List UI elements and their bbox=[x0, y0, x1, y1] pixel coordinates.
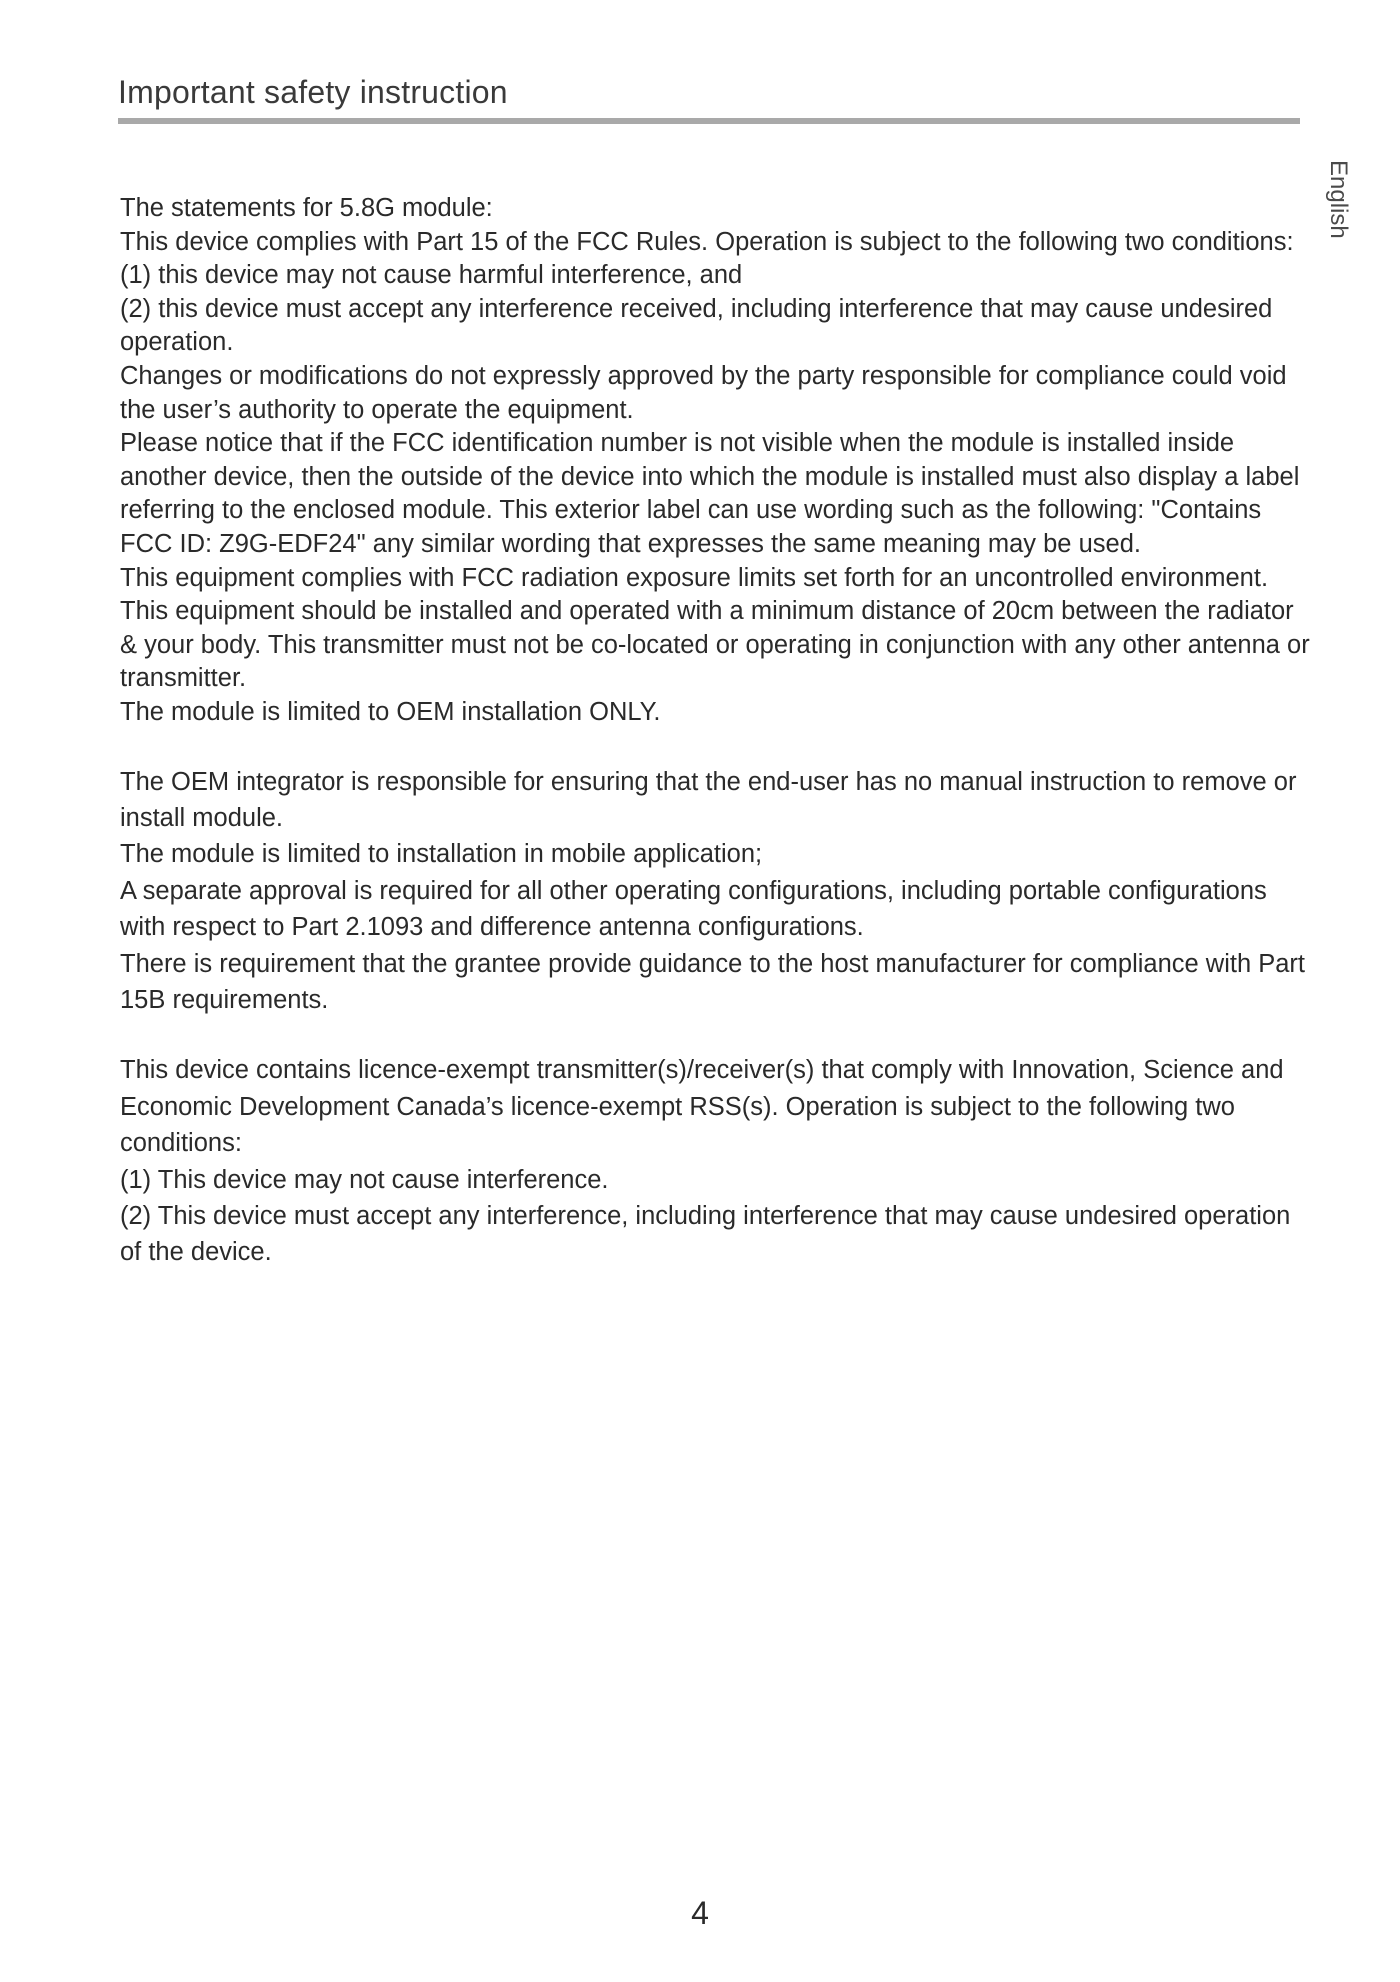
paragraph: Please notice that if the FCC identification number is not visible when the module is installed inside another device, then the outside of the device into which the module is installed must also display a label referring to the enclosed module. This exterior label can use wording such as the following: "Contains FCC ID: Z9G-EDF24" any similar wording that expresses the same meaning may be used. bbox=[120, 429, 1300, 558]
canada-ised-section bbox=[120, 1052, 1310, 1270]
paragraph: (2) this device must accept any interference received, including interference that may cause undesired operation. bbox=[120, 294, 1273, 357]
paragraph: This device contains licence-exempt transmitter(s)/receiver(s) that comply with Innovation, Science and Economic Development Canada’s licence-exempt RSS(s). Operation is subject to the following two conditions: bbox=[120, 1056, 1284, 1158]
paragraph: This device complies with Part 15 of the FCC Rules. Operation is subject to the following two conditions: bbox=[120, 227, 1294, 256]
paragraph: Changes or modifications do not expressly approved by the party responsible for compliance could void the user’s authority to operate the equipment. bbox=[120, 361, 1287, 424]
paragraph: (2) This device must accept any interference, including interference that may cause undesired operation of the device. bbox=[120, 1201, 1291, 1267]
fcc-statement-section bbox=[120, 192, 1310, 730]
page-number: 4 bbox=[691, 1895, 709, 1931]
page-header-title: Important safety instruction bbox=[118, 74, 508, 110]
paragraph: The statements for 5.8G module: bbox=[120, 194, 493, 222]
paragraph: The module is limited to installation in mobile application; bbox=[120, 840, 763, 869]
oem-integrator-section bbox=[120, 764, 1310, 1019]
paragraph: There is requirement that the grantee provide guidance to the host manufacturer for compliance with Part 15B requirements. bbox=[120, 949, 1305, 1014]
paragraph: (1) This device may not cause interference. bbox=[120, 1165, 609, 1194]
header-divider bbox=[118, 118, 1300, 124]
paragraph: This equipment complies with FCC radiation exposure limits set forth for an uncontrolled environment. This equipment should be installed and operated with a minimum distance of 20cm between the radiator & your body. This transmitter must not be co-located or operating in conjunction with any other antenna or transmitter. bbox=[120, 563, 1310, 693]
paragraph: A separate approval is required for all other operating configurations, including portable configurations with respect to Part 2.1093 and difference antenna configurations. bbox=[120, 876, 1267, 942]
language-tab-label: English bbox=[1325, 160, 1352, 239]
document-body bbox=[120, 192, 1310, 1271]
paragraph: The module is limited to OEM installation ONLY. bbox=[120, 697, 661, 726]
paragraph: (1) this device may not cause harmful interference, and bbox=[120, 261, 743, 290]
paragraph: The OEM integrator is responsible for ensuring that the end-user has no manual instruction to remove or install module. bbox=[120, 767, 1297, 832]
